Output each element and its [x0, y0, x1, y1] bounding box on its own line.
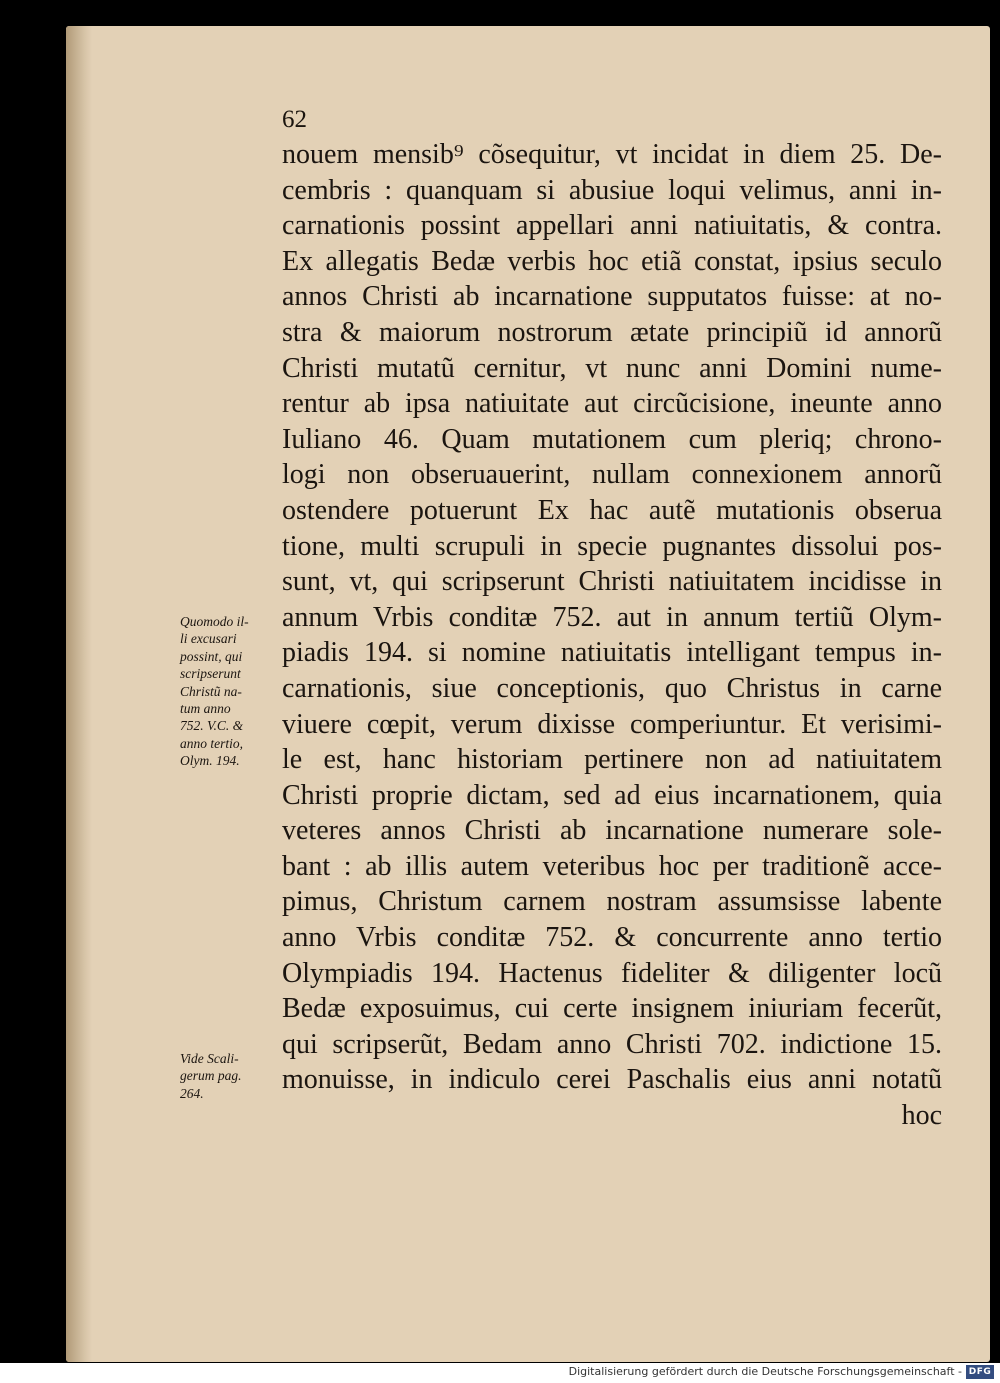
- text-line: monuisse, in indiculo cerei Paschalis eius anni notatũ: [282, 1064, 942, 1096]
- text-line: sunt, vt, qui scripserunt Christi natiuitatem incidisse in: [282, 566, 942, 598]
- text-line: bant : ab illis autem veteribus hoc per traditionẽ acce-: [282, 850, 942, 882]
- text-line: annum Vrbis conditæ 752. aut in annum tertiũ Olym-: [282, 601, 942, 633]
- text-line: anno Vrbis conditæ 752. & concurrente anno tertio: [282, 922, 942, 954]
- text-line: annos Christi ab incarnatione supputatos fuisse: at no-: [282, 281, 942, 313]
- margin-note-vide-scaligerum: [180, 1050, 292, 1102]
- margin-note-line: Christũ na-: [180, 683, 242, 699]
- page-number: 62: [282, 106, 307, 133]
- text-line: carnationis, siue conceptionis, quo Christus in carne: [282, 672, 942, 704]
- margin-note-line: li excusari: [180, 631, 237, 647]
- text-line: veteres annos Christi ab incarnatione numerare sole-: [282, 815, 942, 847]
- text-line: nouem mensib⁹ cõsequitur, vt incidat in diem 25. De-: [282, 139, 942, 170]
- text-line: cembris : quanquam si abusiue loqui velimus, anni in-: [282, 174, 942, 206]
- footer-strip: [0, 1363, 1000, 1383]
- margin-note-quomodo: [180, 613, 292, 770]
- footer-credit: Digitalisierung gefördert durch die Deutsche Forschungsgemeinschaft -: [568, 1365, 962, 1378]
- text-line: piadis 194. si nomine natiuitatis intelligant tempus in-: [282, 637, 942, 669]
- margin-note-line: gerum pag.: [180, 1068, 242, 1084]
- text-line: qui scripserũt, Bedam anno Christi 702. indictione 15.: [282, 1028, 942, 1060]
- text-line: pimus, Christum carnem nostram assumsisse labente: [282, 886, 942, 918]
- margin-note-line: scripserunt: [180, 666, 241, 682]
- margin-note-line: Olym. 194.: [180, 753, 240, 769]
- margin-note-line: anno tertio,: [180, 735, 243, 751]
- text-line: stra & maiorum nostrorum ætate principiũ id annorũ: [282, 316, 942, 348]
- text-line: ostendere potuerunt Ex hac autẽ mutationis obserua: [282, 494, 942, 526]
- text-line: Iuliano 46. Quam mutationem cum pleriq; chrono-: [282, 423, 942, 455]
- text-line: Bedæ exposuimus, cui certe insignem iniuriam fecerũt,: [282, 993, 942, 1025]
- text-line: viuere cœpit, verum dixisse comperiuntur. Et verisimi-: [282, 708, 942, 740]
- margin-note-line: Quomodo il-: [180, 614, 249, 629]
- margin-note-line: possint, qui: [180, 648, 243, 664]
- text-line: hoc: [901, 1100, 942, 1132]
- text-line: tione, multi scrupuli in specie pugnantes dissolui pos-: [282, 530, 942, 562]
- body-text: [282, 137, 942, 1134]
- text-line: Ex allegatis Bedæ verbis hoc etiã constat, ipsius seculo: [282, 245, 942, 277]
- dfg-logo: DFG: [966, 1365, 994, 1379]
- text-line: Christi mutatũ cernitur, vt nunc anni Domini nume-: [282, 352, 942, 384]
- margin-note-line: tum anno: [180, 701, 231, 717]
- text-line: rentur ab ipsa natiuitate aut circũcisione, ineunte anno: [282, 388, 942, 420]
- margin-note-line: 264.: [180, 1085, 204, 1101]
- text-line: carnationis possint appellari anni natiuitatis, & contra.: [282, 210, 942, 242]
- text-line: logi non obseruauerint, nullam connexionem annorũ: [282, 459, 942, 491]
- text-line: Christi proprie dictam, sed ad eius incarnationem, quia: [282, 779, 942, 811]
- margin-note-line: 752. V.C. &: [180, 718, 244, 734]
- text-line: le est, hanc historiam pertinere non ad natiuitatem: [282, 744, 942, 776]
- text-line: Olympiadis 194. Hactenus fideliter & diligenter locũ: [282, 957, 942, 989]
- margin-note-line: Vide Scali-: [180, 1051, 239, 1066]
